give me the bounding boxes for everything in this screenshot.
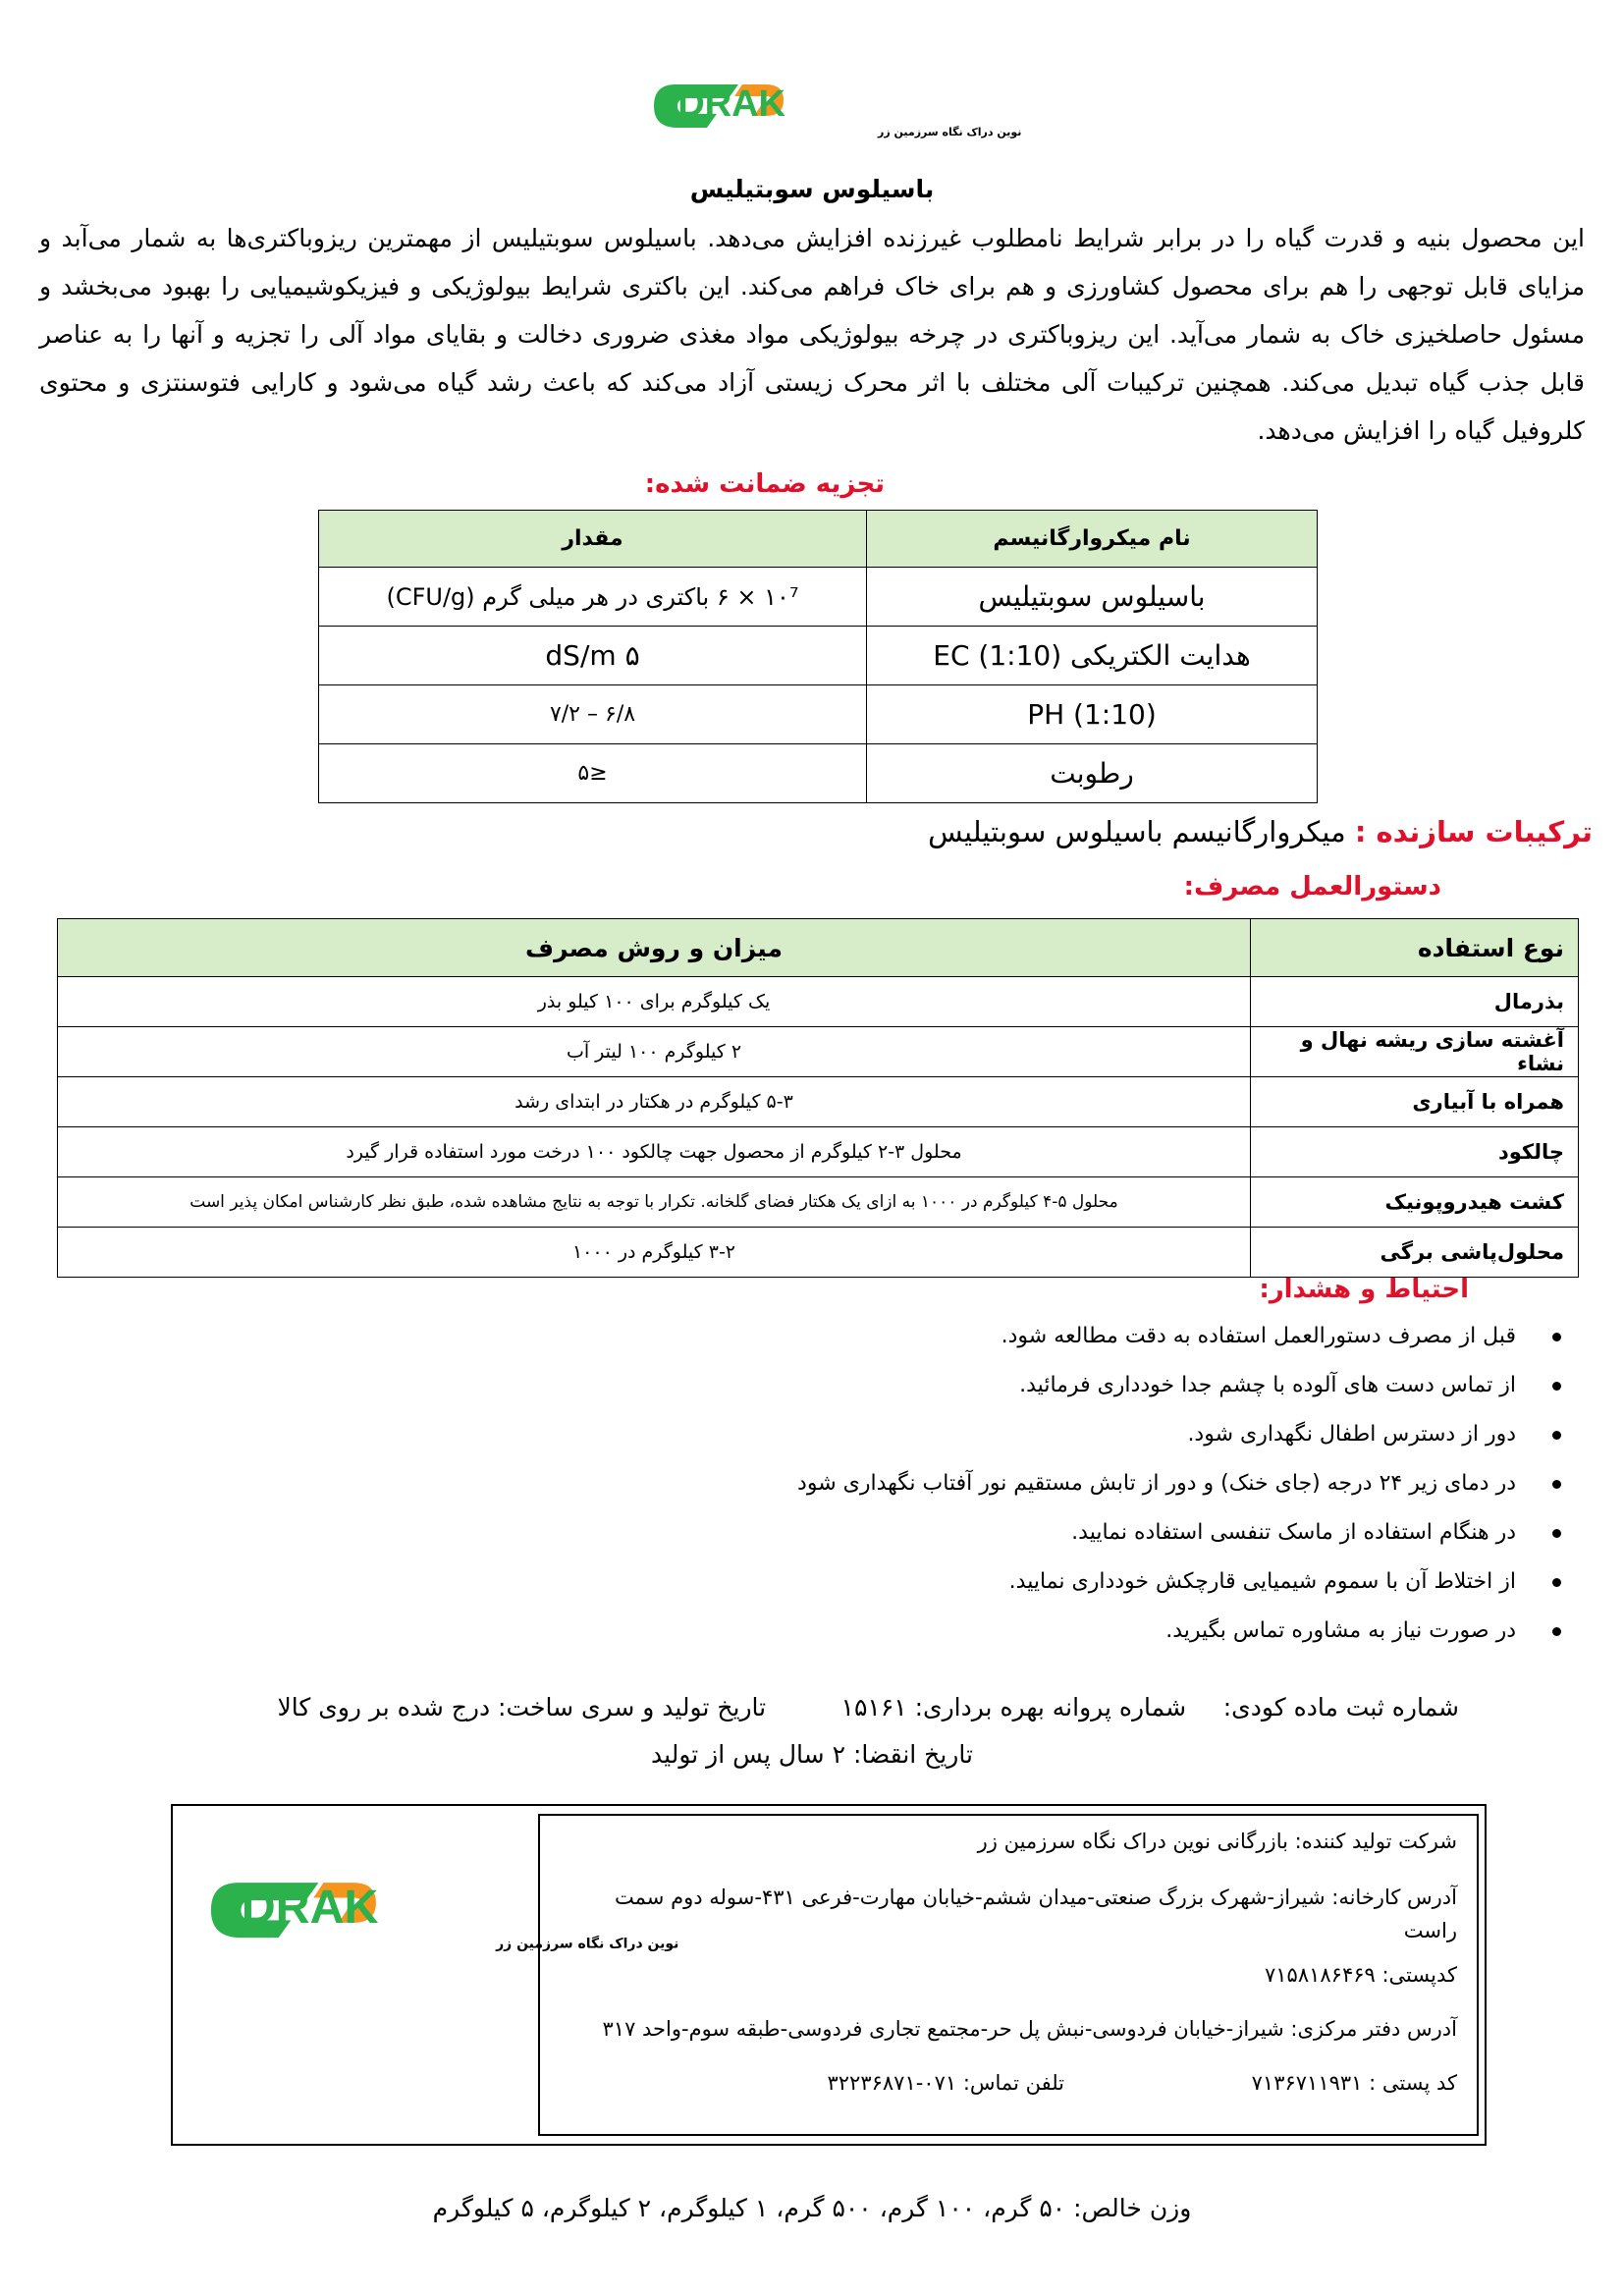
- warnings-list: [797, 1312, 1573, 1656]
- cell-method: یک کیلوگرم برای ۱۰۰ کیلو بذر: [58, 977, 1251, 1027]
- cell-type: آغشته سازی ریشه نهال و نشاء: [1251, 1027, 1579, 1077]
- composition-value: میکروارگانیسم باسیلوس سوبتیلیس: [928, 815, 1346, 848]
- composition-line: [928, 815, 1593, 848]
- warning-text: قبل از مصرف دستورالعمل استفاده به دقت مطالعه شود.: [1001, 1324, 1516, 1348]
- cell-type: کشت هیدروپونیک: [1251, 1177, 1579, 1228]
- logo-text: DRAK: [241, 1880, 379, 1934]
- col-type-header: نوع استفاده: [1251, 919, 1579, 977]
- table-row: [319, 568, 1318, 627]
- composition-label: ترکیبات سازنده :: [1354, 815, 1593, 848]
- registration-number: شماره ثبت ماده کودی:: [1222, 1693, 1459, 1722]
- bullet-icon: [1552, 1382, 1561, 1391]
- office-postal-code: کد پستی : ۷۱۳۶۷۱۱۹۳۱: [1251, 2071, 1457, 2095]
- table-row: [58, 1127, 1579, 1177]
- list-item: [797, 1607, 1573, 1656]
- cell-type: محلول‌پاشی برگی: [1251, 1228, 1579, 1278]
- bullet-icon: [1552, 1529, 1561, 1538]
- warnings-heading: احتیاط و هشدار:: [1259, 1275, 1469, 1304]
- table-row: [319, 685, 1318, 744]
- warning-text: دور از دسترس اطفال نگهداری شود.: [1187, 1422, 1516, 1447]
- cell-method: محلول ۳-۲ کیلوگرم از محصول جهت چالکود ۱۰۰ درخت مورد استفاده قرار گیرد: [58, 1127, 1251, 1177]
- intro-paragraph: این محصول بنیه و قدرت گیاه را در برابر شرایط نامطلوب غیرزنده افزایش می‌دهد. باسیلوس سوبتیلیس از مهمترین ریزوباکتری‌ها به شمار می‌آبد و مزایای قابل توجهی را هم برای محصول کشاورزی و هم برای خاک فراهم می‌کند. این باکتری شرایط بیولوژیکی و فیزیکوشیمیایی را بهبود می‌بخشد و مسئول حاصلخیزی خاک به شمار می‌آید. این ریزوباکتری در چرخه بیولوژیکی مواد مغذی ضروری دخالت و بقایای مواد آلی را تجزیه و آنها را به عناصر قابل جذب گیاه تبدیل می‌کند. همچنین ترکیبات آلی مختلف با اثر محرک زیستی آزاد می‌کند که باعث رشد گیاه می‌شود و کارایی فتوسنتزی و محتوی کلروفیل گیاه را افزایش می‌دهد.: [39, 224, 1585, 445]
- production-date: تاریخ تولید و سری ساخت: درج شده بر روی کالا: [277, 1693, 767, 1722]
- list-item: [797, 1558, 1573, 1607]
- col-amount-header: مقدار: [319, 511, 867, 568]
- col-method-header: میزان و روش مصرف: [58, 919, 1251, 977]
- col-name-header: نام میکروارگانیسم: [867, 511, 1318, 568]
- bullet-icon: [1552, 1431, 1561, 1440]
- usage-table: [57, 918, 1579, 1278]
- warning-text: در دمای زیر ۲۴ درجه (جای خنک) و دور از تابش مستقیم نور آفتاب نگهداری شود: [797, 1471, 1516, 1496]
- table-row: [58, 977, 1579, 1027]
- cell-method: محلول ۵-۴ کیلوگرم در ۱۰۰۰ به ازای یک هکتار فضای گلخانه. تکرار با توجه به نتایج مشاهده شده، طبق نظر کارشناس امکان پذیر است: [58, 1177, 1251, 1228]
- cell-amount: ≤۵: [319, 744, 867, 803]
- expiry-date: تاریخ انقضا: ۲ سال پس از تولید: [651, 1740, 973, 1769]
- cell-method: ۵-۳ کیلوگرم در هکتار در ابتدای رشد: [58, 1077, 1251, 1127]
- producer-name: شرکت تولید کننده: بازرگانی نوین دراک نگاه سرزمین زر: [977, 1830, 1457, 1853]
- warning-text: در صورت نیاز به مشاوره تماس بگیرید.: [1165, 1618, 1516, 1643]
- office-address: آدرس دفتر مرکزی: شیراز-خیابان فردوسی-نبش پل حر-مجتمع تجاری فردوسی-طبقه سوم-واحد ۳۱۷: [602, 2017, 1457, 2041]
- analysis-heading: تجزیه ضمانت شده:: [644, 469, 885, 499]
- table-row: [58, 1177, 1579, 1228]
- bullet-icon: [1552, 1333, 1561, 1341]
- cell-name: PH (1:10): [867, 685, 1318, 744]
- bullet-icon: [1552, 1578, 1561, 1587]
- table-header-row: [58, 919, 1579, 977]
- logo-text: DRAK: [677, 83, 785, 125]
- logo-tagline: نوین دراک نگاه سرزمین زر: [878, 126, 1022, 138]
- warning-text: در هنگام استفاده از ماسک تنفسی استفاده نمایید.: [1071, 1520, 1516, 1545]
- phone-number: تلفن تماس: ۰۷۱-۳۲۲۳۶۸۷۱: [827, 2071, 1064, 2095]
- cell-name: باسیلوس سوبتیلیس: [867, 568, 1318, 627]
- cell-type: همراه با آبیاری: [1251, 1077, 1579, 1127]
- list-item: [797, 1361, 1573, 1410]
- company-info: [538, 1814, 1479, 2136]
- table-row: [58, 1077, 1579, 1127]
- product-title: باسیلوس سوبتیلیس: [689, 175, 935, 203]
- table-header-row: [319, 511, 1318, 568]
- warning-text: از تماس دست های آلوده با چشم جدا خودداری فرمائید.: [1019, 1373, 1516, 1397]
- cell-amount: ۶/۸ – ۷/۲: [319, 685, 867, 744]
- drak-logo-footer: [201, 1873, 679, 1955]
- warning-text: از اختلاط آن با سموم شیمیایی قارچکش خودداری نمایید.: [1008, 1569, 1516, 1594]
- office-contact: [560, 2071, 1457, 2095]
- list-item: [797, 1508, 1573, 1558]
- table-row: [319, 627, 1318, 685]
- bullet-icon: [1552, 1627, 1561, 1636]
- table-row: [58, 1228, 1579, 1278]
- list-item: [797, 1312, 1573, 1361]
- cell-amount: ۱۰⁷ × ۶ باکتری در هر میلی گرم (CFU/g): [319, 568, 867, 627]
- table-row: [319, 744, 1318, 803]
- cell-method: ۲ کیلوگرم ۱۰۰ لیتر آب: [58, 1027, 1251, 1077]
- list-item: [797, 1410, 1573, 1459]
- drak-logo: [648, 77, 1022, 141]
- license-number: شماره پروانه بهره برداری: ۱۵۱۶۱: [840, 1693, 1187, 1722]
- factory-address: آدرس کارخانه: شیراز-شهرک بزرگ صنعتی-میدان ششم-خیابان مهارت-فرعی ۴۳۱-سوله دوم سمت راست: [615, 1886, 1457, 1942]
- cell-type: بذرمال: [1251, 977, 1579, 1027]
- usage-heading: دستورالعمل مصرف:: [1183, 872, 1441, 902]
- registration-line: [278, 1693, 1459, 1722]
- bullet-icon: [1552, 1480, 1561, 1489]
- cell-amount: ۵ dS/m: [319, 627, 867, 685]
- analysis-table: [318, 510, 1318, 803]
- cell-method: ۳-۲ کیلوگرم در ۱۰۰۰: [58, 1228, 1251, 1278]
- cell-type: چالکود: [1251, 1127, 1579, 1177]
- table-row: [58, 1027, 1579, 1077]
- cell-name: هدایت الکتریکی (1:10) EC: [867, 627, 1318, 685]
- logo-tagline: نوین دراک نگاه سرزمین زر: [496, 1936, 679, 1952]
- factory-postal-code: کدپستی: ۷۱۵۸۱۸۶۴۶۹: [1265, 1963, 1457, 1987]
- list-item: [797, 1459, 1573, 1508]
- net-weight: وزن خالص: ۵۰ گرم، ۱۰۰ گرم، ۵۰۰ گرم، ۱ کیلوگرم، ۲ کیلوگرم، ۵ کیلوگرم: [432, 2194, 1192, 2222]
- cell-name: رطوبت: [867, 744, 1318, 803]
